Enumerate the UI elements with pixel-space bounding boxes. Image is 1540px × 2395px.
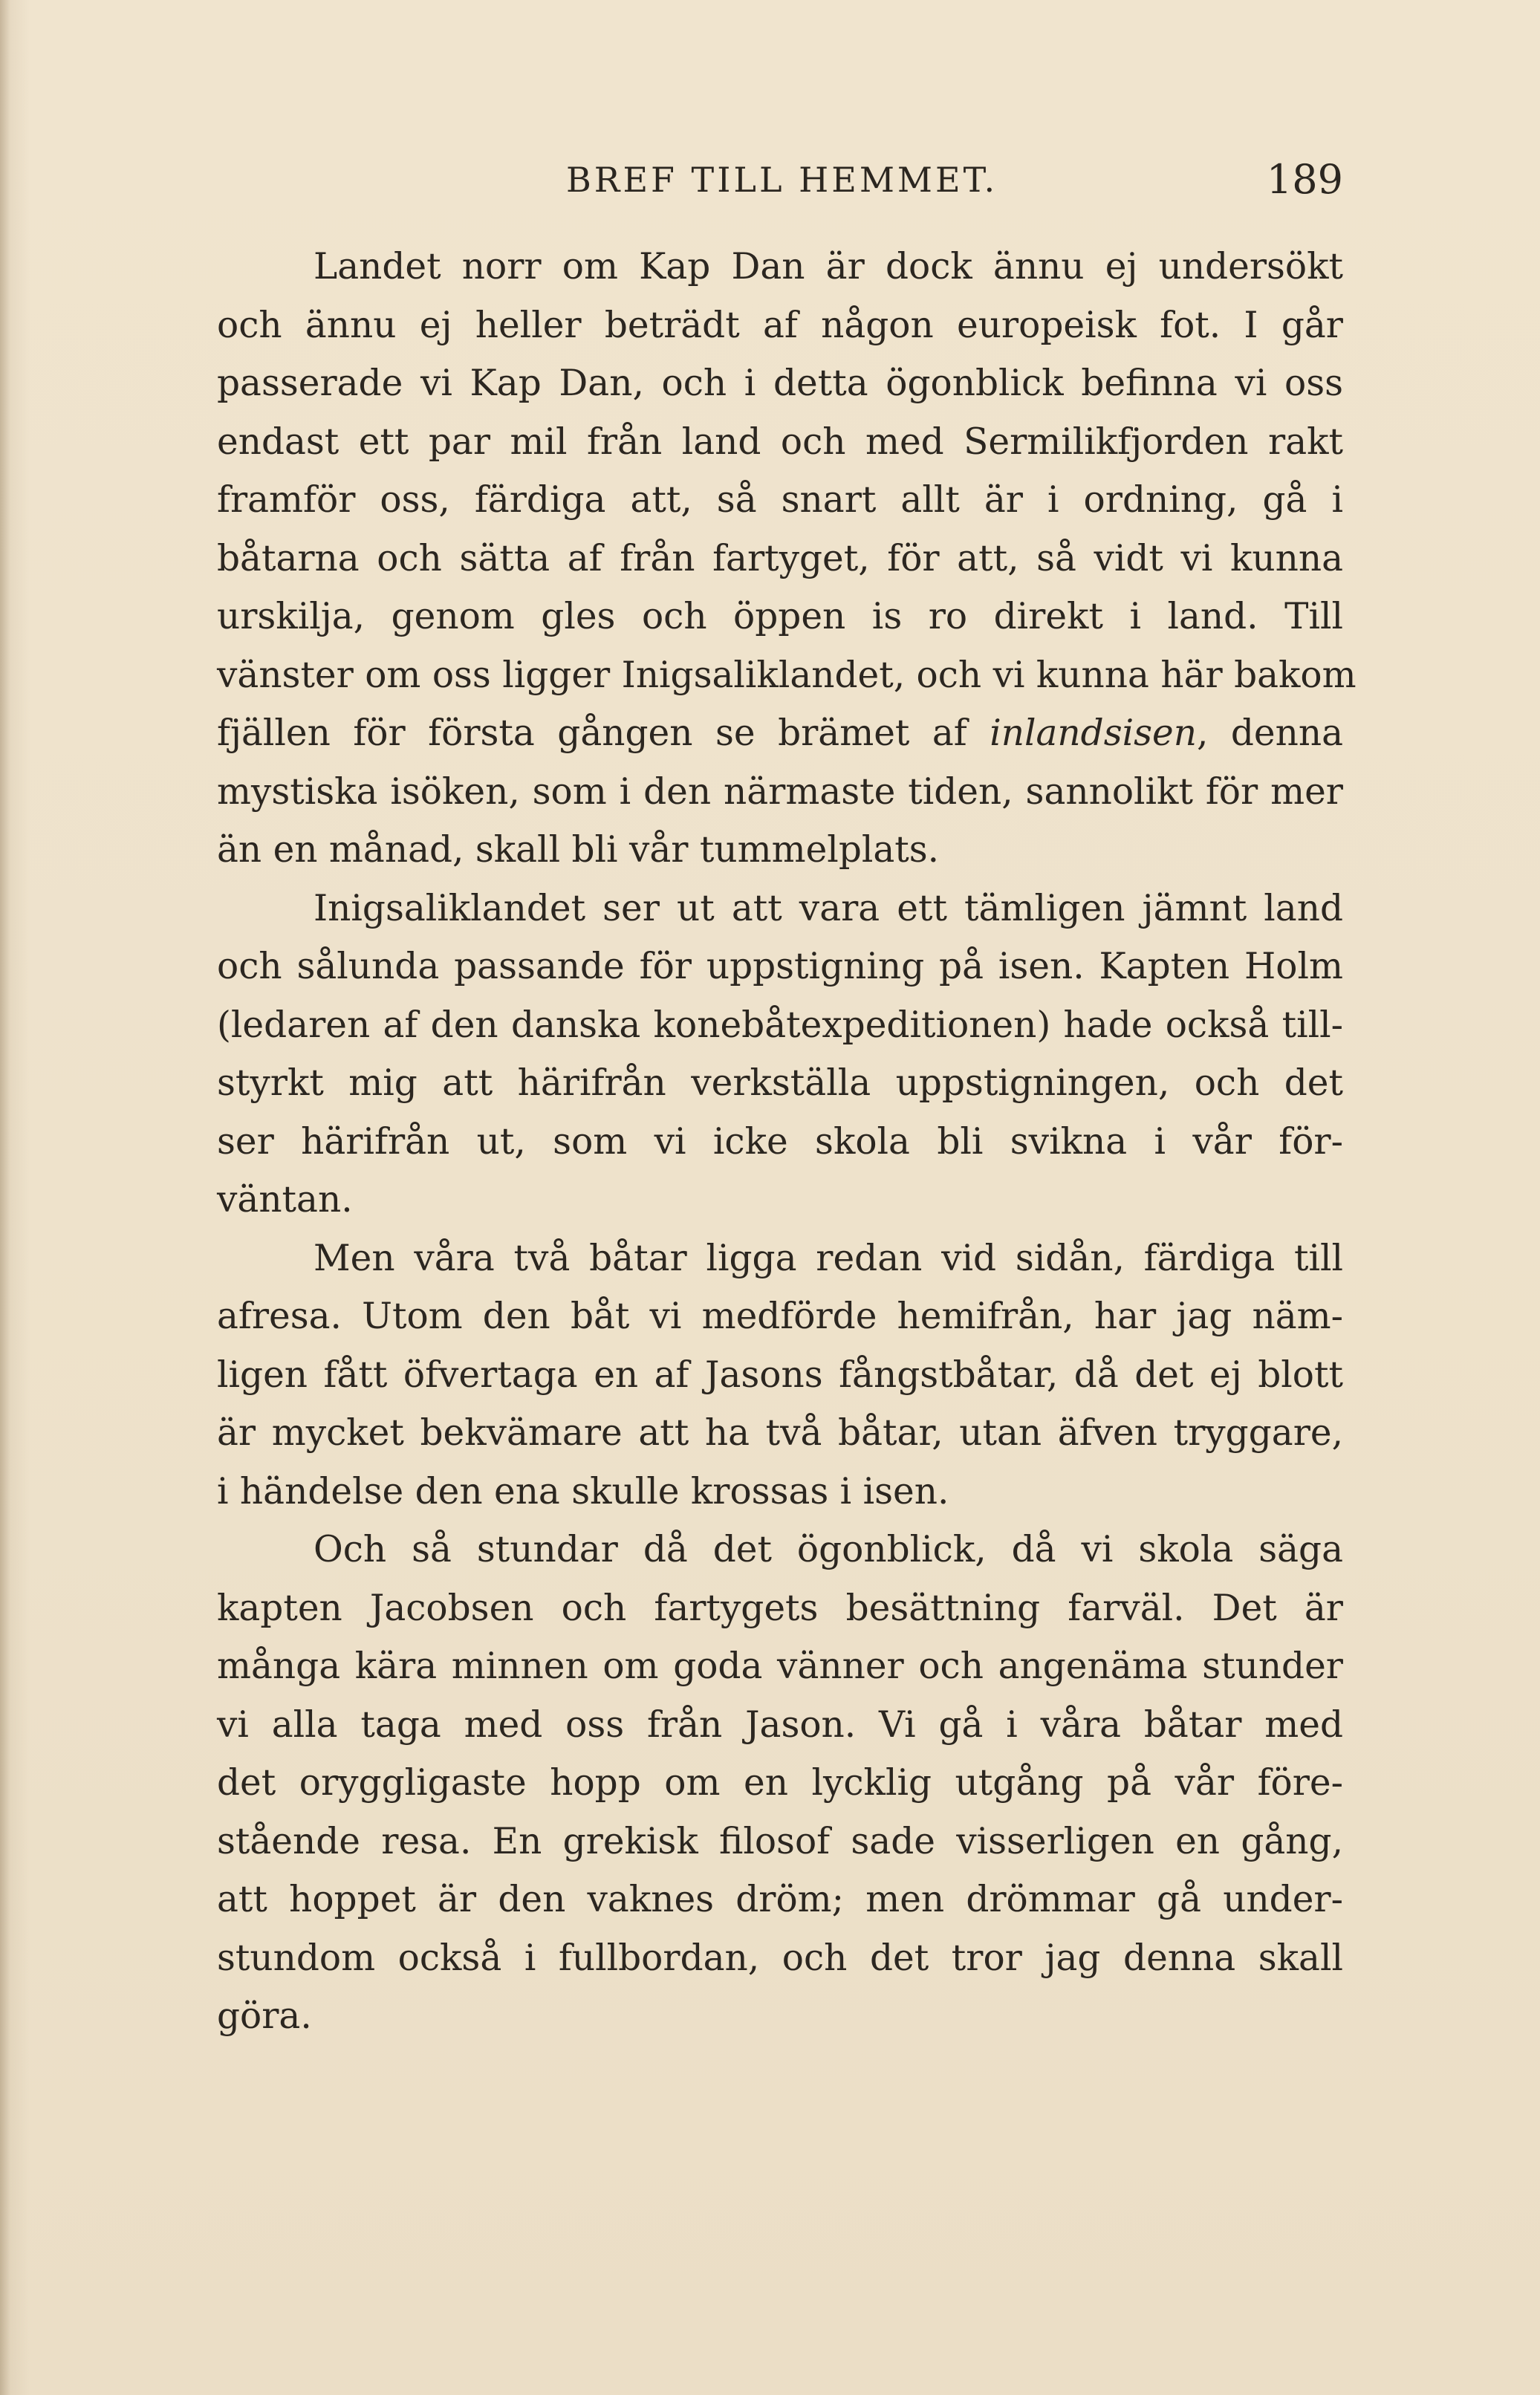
running-title: BREF TILL HEMMET. bbox=[566, 160, 998, 200]
text-line: Landet norr om Kap Dan är dock ännu ej undersökt bbox=[313, 246, 1343, 287]
body-text bbox=[217, 238, 1357, 2046]
text-line: och sålunda passande för uppstigning på isen. Kapten Holm bbox=[217, 946, 1343, 987]
text-line: båtarna och sätta af från fartyget, för att, så vidt vi kunna bbox=[217, 537, 1343, 579]
text-line: ligen fått öfvertaga en af Jasons fångstbåtar, då det ej blott bbox=[217, 1354, 1343, 1396]
text-line: mystiska isöken, som i den närmaste tiden, sannolikt för mer bbox=[217, 770, 1343, 813]
paragraph bbox=[217, 880, 1343, 1229]
paragraph bbox=[217, 238, 1357, 880]
italic-term: inlandsisen bbox=[990, 712, 1197, 754]
text-line: att hoppet är den vaknes dröm; men drömmar gå under- bbox=[217, 1879, 1343, 1920]
text-line: framför oss, färdiga att, så snart allt är i ordning, gå i bbox=[217, 479, 1343, 521]
text-line: (ledaren af den danska konebåtexpeditionen) hade också till- bbox=[217, 1004, 1343, 1046]
text-line-with-italic bbox=[217, 704, 1343, 763]
text-line: vi alla taga med oss från Jason. Vi gå i våra båtar med bbox=[217, 1703, 1343, 1746]
running-head bbox=[217, 157, 1343, 202]
text-line: i händelse den ena skulle krossas i isen. bbox=[217, 1470, 949, 1512]
text-line: vänster om oss ligger Inigsaliklandet, och vi kunna här bakom bbox=[217, 654, 1357, 696]
paragraph bbox=[217, 1521, 1343, 2046]
text-line: endast ett par mil från land och med Sermilikfjorden rakt bbox=[217, 420, 1343, 463]
text-line: många kära minnen om goda vänner och angenäma stunder bbox=[217, 1645, 1343, 1687]
text-line: stående resa. En grekisk filosof sade visserligen en gång, bbox=[217, 1820, 1343, 1862]
text-line: det oryggligaste hopp om en lycklig utgång på vår före- bbox=[217, 1762, 1343, 1804]
text-line: kapten Jacobsen och fartygets besättning farväl. Det är bbox=[217, 1587, 1343, 1629]
paragraph bbox=[217, 1229, 1343, 1521]
text-segment: fjällen för första gången se brämet af bbox=[217, 712, 990, 754]
text-line: väntan. bbox=[217, 1179, 353, 1221]
text-line: Men våra två båtar ligga redan vid sidån, färdiga till bbox=[313, 1237, 1343, 1279]
text-line: är mycket bekvämare att ha två båtar, utan äfven tryggare, bbox=[217, 1412, 1343, 1454]
text-line: afresa. Utom den båt vi medförde hemifrån, har jag näm- bbox=[217, 1296, 1343, 1337]
text-line: stundom också i fullbordan, och det tror jag denna skall bbox=[217, 1937, 1343, 1979]
text-line: och ännu ej heller beträdt af någon europeisk fot. I går bbox=[217, 304, 1343, 346]
text-line: passerade vi Kap Dan, och i detta ögonblick befinna vi oss bbox=[217, 363, 1343, 404]
text-line: urskilja, genom gles och öppen is ro direkt i land. Till bbox=[217, 596, 1343, 637]
text-line: än en månad, skall bli vår tummelplats. bbox=[217, 829, 940, 871]
text-line: Inigsaliklandet ser ut att vara ett tämligen jämnt land bbox=[313, 887, 1343, 929]
page-number: 189 bbox=[1266, 156, 1343, 203]
text-line: Och så stundar då det ögonblick, då vi skola säga bbox=[313, 1529, 1343, 1570]
text-line: ser härifrån ut, som vi icke skola bli svikna i vår för- bbox=[217, 1120, 1343, 1163]
text-segment: , denna bbox=[1196, 712, 1343, 754]
text-line: göra. bbox=[217, 1995, 312, 2037]
text-line: styrkt mig att härifrån verkställa uppstigningen, och det bbox=[217, 1062, 1343, 1104]
